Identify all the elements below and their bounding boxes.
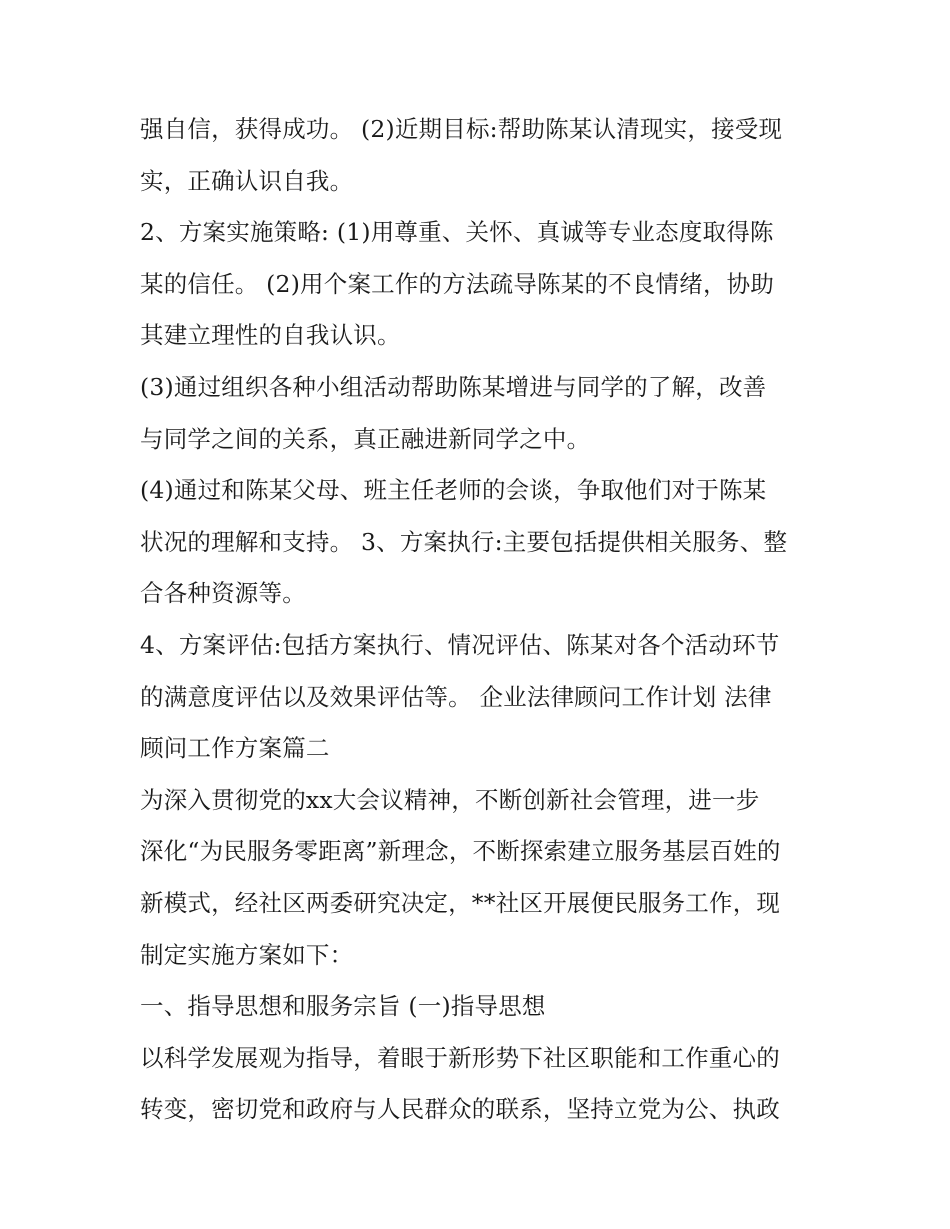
text-line: 实，正确认识自我。	[140, 166, 354, 195]
text-line: 顾问工作方案篇二	[140, 734, 330, 763]
text-line: 的满意度评估以及效果评估等。 企业法律顾问工作计划 法律	[140, 682, 772, 711]
text-line: (4)通过和陈某父母、班主任老师的会谈，争取他们对于陈某	[140, 476, 767, 505]
text-line: 4、方案评估:包括方案执行、情况评估、陈某对各个活动环节	[140, 630, 780, 659]
text-line: 制定实施方案如下：	[140, 940, 354, 969]
text-line: 强自信，获得成功。 (2)近期目标:帮助陈某认清现实，接受现	[140, 115, 783, 143]
text-line: 深化“为民服务零距离”新理念，不断探索建立服务基层百姓的	[140, 837, 781, 866]
section-heading: 一、指导思想和服务宗旨 (一)指导思想	[140, 992, 546, 1021]
text-line: (3)通过组织各种小组活动帮助陈某增进与同学的了解，改善	[140, 372, 767, 401]
text-line: 状况的理解和支持。 3、方案执行:主要包括提供相关服务、整	[140, 527, 788, 556]
document-body	[140, 104, 830, 1136]
text-line: 为深入贯彻党的xx大会议精神，不断创新社会管理，进一步	[140, 785, 760, 814]
text-line: 合各种资源等。	[140, 579, 306, 608]
text-line: 某的信任。 (2)用个案工作的方法疏导陈某的不良情绪，协助	[140, 269, 775, 298]
text-line: 转变，密切党和政府与人民群众的联系，坚持立党为公、执政	[140, 1095, 780, 1124]
text-line: 其建立理性的自我认识。	[140, 321, 401, 350]
text-line: 与同学之间的关系，真正融进新同学之中。	[140, 424, 591, 453]
text-line: 以科学发展观为指导，着眼于新形势下社区职能和工作重心的	[140, 1043, 780, 1072]
text-line: 新模式，经社区两委研究决定，**社区开展便民服务工作，现	[140, 888, 781, 917]
text-line: 2、方案实施策略: (1)用尊重、关怀、真诚等专业态度取得陈	[140, 218, 774, 247]
